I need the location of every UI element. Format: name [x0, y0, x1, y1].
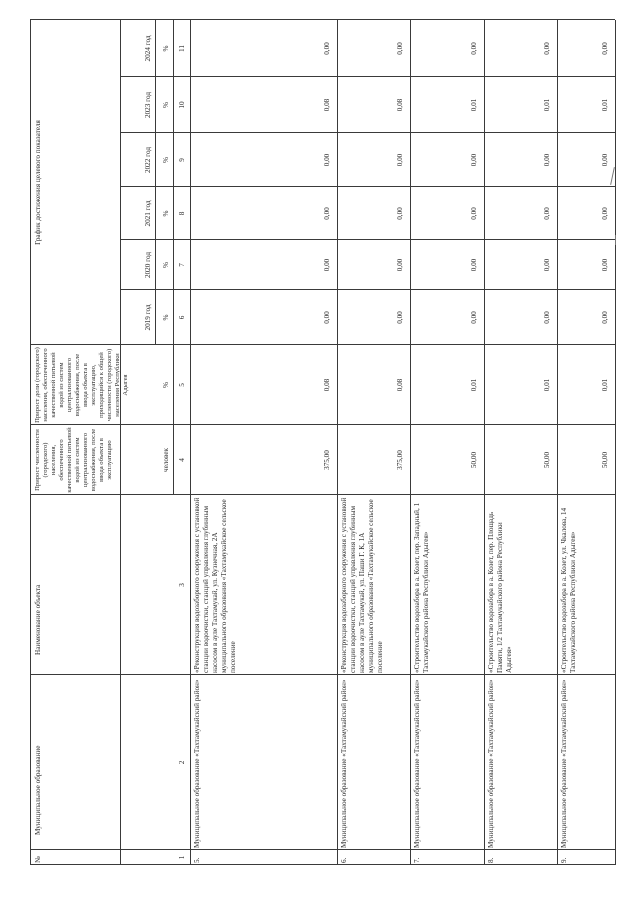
cell-y2022: 0,00 [323, 153, 331, 167]
header-schedule: График достижения целевого показателя [34, 120, 42, 245]
header-pop-growth: Прирост численности (городского) населения, обеспеченного качественной питьевой водой из систем централизованного водоснабжения, после ввода объекта в эксплуатацию [34, 427, 113, 493]
col-num: 3 [178, 583, 186, 587]
grid-line [120, 239, 615, 240]
cell-pop: 375,00 [323, 450, 331, 470]
cell-y2024: 0,00 [323, 42, 331, 55]
cell-object: «Строительство водозабора в а. Козет, пер. Западный, 1 Тахтамукайского района Республики Адыгея» [413, 502, 430, 673]
grid-line [30, 424, 615, 425]
cell-share: 0,01 [601, 378, 609, 392]
col-num: 6 [178, 315, 186, 320]
grid-line [30, 344, 615, 345]
cell-num: 9. [560, 857, 568, 863]
col-num: 1 [178, 855, 186, 860]
year-2020: 2020 год [144, 252, 152, 278]
unit-pct: % [162, 45, 170, 52]
cell-y2020: 0,00 [601, 258, 609, 272]
cell-pop: 50,00 [601, 451, 609, 469]
cell-y2019: 0,00 [470, 311, 478, 324]
cell-y2022: 0,00 [601, 153, 609, 167]
header-municipality: Муниципальное образование [34, 745, 42, 835]
cell-y2024: 0,00 [601, 42, 609, 55]
col-num: 7 [178, 263, 186, 267]
grid-line [30, 864, 615, 865]
cell-share: 0,08 [323, 378, 331, 392]
col-num: 11 [178, 45, 186, 52]
cell-y2023: 0,01 [601, 98, 609, 112]
col-num: 9 [178, 158, 186, 162]
grid-line [30, 674, 615, 675]
cell-y2024: 0,00 [543, 42, 551, 55]
cell-municipality: Муниципальное образование «Тахтамукайский район» [413, 679, 421, 848]
grid-line [120, 76, 615, 77]
grid-line [484, 20, 485, 865]
header-object: Наименование объекта [34, 584, 42, 655]
cell-share: 0,08 [396, 378, 404, 392]
unit-pct: % [162, 262, 170, 268]
cell-y2022: 0,00 [396, 153, 404, 167]
unit-people: человек [162, 447, 170, 473]
grid-line [30, 19, 615, 20]
cell-num: 7. [413, 857, 421, 863]
grid-line [155, 20, 156, 345]
cell-municipality: Муниципальное образование «Тахтамукайский район» [487, 679, 495, 848]
cell-y2024: 0,00 [470, 42, 478, 55]
header-num: № [34, 856, 42, 863]
grid-line [120, 186, 615, 187]
cell-y2019: 0,00 [396, 311, 404, 324]
cell-y2019: 0,00 [543, 311, 551, 324]
year-2022: 2022 год [144, 147, 152, 173]
cell-municipality: Муниципальное образование «Тахтамукайский район» [340, 679, 348, 848]
grid-line [615, 20, 616, 865]
scan-mark [615, 235, 616, 245]
grid-line [30, 494, 615, 495]
cell-object: «Реконструкция водозаборного сооружения с установкой станции водоочистки, станций управления глубинным насосом в ауле Тахтамукай, ул. Паши Г. К, 1А муниципального образования «Тахтамукайское сельское поселение [340, 497, 384, 673]
grid-line [557, 20, 558, 865]
cell-y2021: 0,00 [323, 207, 331, 220]
year-2019: 2019 год [144, 304, 152, 331]
cell-y2019: 0,00 [601, 311, 609, 324]
cell-y2023: 0,01 [470, 98, 478, 112]
cell-y2022: 0,00 [543, 153, 551, 167]
cell-y2021: 0,00 [543, 207, 551, 220]
grid-line [190, 20, 191, 865]
cell-object: «Строительство водозабора в а. Козет, ул. Чкалова, 14 Тахтамукайского района Республики Адыгея» [560, 507, 577, 673]
grid-line [30, 849, 615, 850]
cell-share: 0,01 [543, 378, 551, 392]
cell-y2020: 0,00 [323, 258, 331, 272]
cell-y2023: 0,08 [396, 98, 404, 112]
year-2023: 2023 год [144, 92, 152, 118]
cell-y2021: 0,00 [396, 207, 404, 220]
cell-municipality: Муниципальное образование «Тахтамукайский район» [560, 679, 568, 848]
cell-num: 5. [193, 857, 201, 863]
col-num: 4 [178, 458, 186, 462]
cell-y2023: 0,08 [323, 98, 331, 112]
cell-y2019: 0,00 [323, 311, 331, 324]
grid-line [337, 20, 338, 865]
cell-pop: 375,00 [396, 450, 404, 470]
unit-pct: % [162, 102, 170, 108]
grid-line [120, 20, 121, 865]
cell-y2020: 0,00 [543, 258, 551, 272]
col-num: 5 [178, 383, 186, 387]
cell-y2020: 0,00 [470, 258, 478, 272]
cell-num: 6. [340, 857, 348, 863]
col-num: 10 [178, 101, 186, 109]
cell-y2024: 0,00 [396, 42, 404, 55]
grid-line [173, 20, 174, 495]
cell-y2021: 0,00 [601, 207, 609, 220]
unit-pct: % [162, 314, 170, 321]
cell-y2023: 0,01 [543, 98, 551, 112]
cell-y2022: 0,00 [470, 153, 478, 167]
cell-municipality: Муниципальное образование «Тахтамукайский район» [193, 679, 201, 848]
grid-line [30, 20, 31, 865]
cell-num: 8. [487, 857, 495, 863]
unit-pct: % [162, 382, 170, 388]
grid-line [410, 20, 411, 865]
grid-line [120, 132, 615, 133]
cell-y2021: 0,00 [470, 207, 478, 220]
cell-pop: 50,00 [543, 451, 551, 469]
cell-y2020: 0,00 [396, 258, 404, 272]
unit-pct: % [162, 210, 170, 217]
unit-pct: % [162, 157, 170, 163]
cell-object: «Реконструкция водозаборного сооружения с установкой станции водоочистки, станций управления глубинным насосом в ауле Тахтамукай, ул. Кузнечная, 2А муниципального образования «Тахтамукайское сельское поселение [193, 497, 237, 673]
year-2024: 2024 год [144, 35, 152, 62]
grid-line [120, 289, 615, 290]
col-num: 2 [178, 760, 186, 765]
col-num: 8 [178, 211, 186, 216]
header-share-growth: Прирост доли (городского) населения, обеспеченного качественной питьевой водой из систем централизованного водоснабжения, после ввода объекта в эксплуатацию, приходящийся к общей численности (городского) населения Республики Адыгея [34, 347, 129, 423]
year-2021: 2021 год [144, 200, 152, 227]
cell-object: «Строительство водозабора в а. Козет, пер. Площадь Памяти, 1/2 Тахтамукайского района Республики Адыгея» [487, 511, 513, 673]
cell-pop: 50,00 [470, 451, 478, 469]
cell-share: 0,01 [470, 378, 478, 392]
